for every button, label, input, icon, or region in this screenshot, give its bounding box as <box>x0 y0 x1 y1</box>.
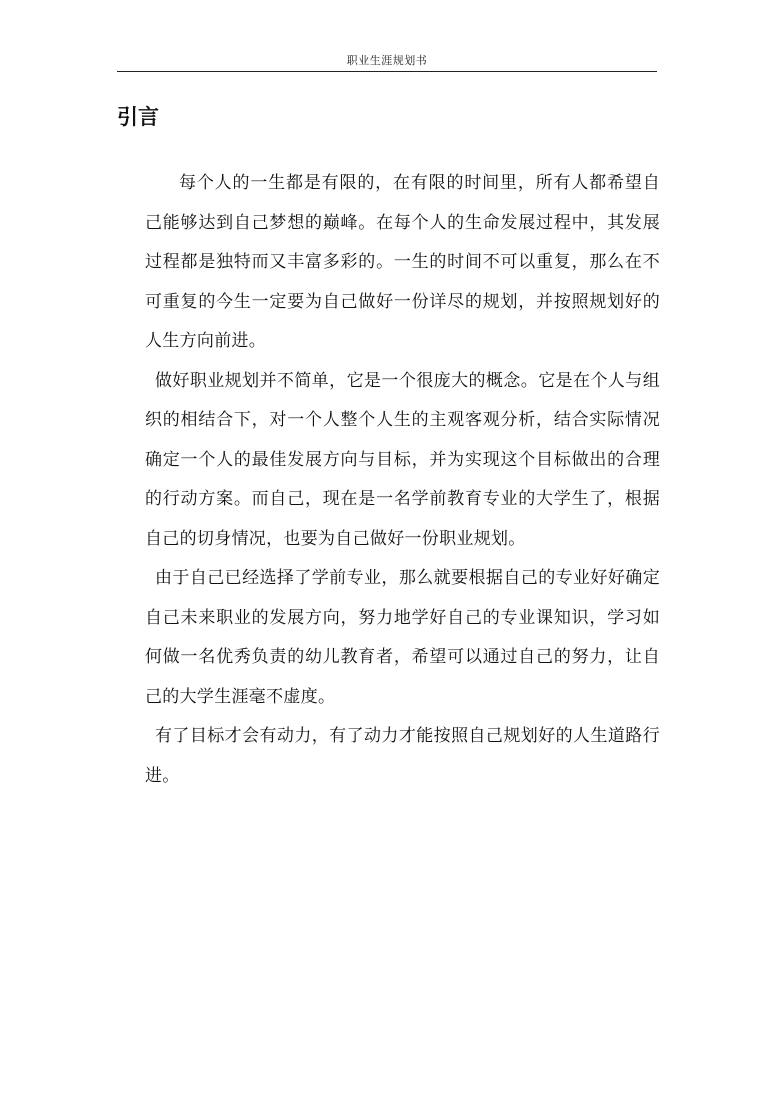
section-heading: 引言 <box>117 105 159 129</box>
paragraph-2: 做好职业规划并不简单，它是一个很庞大的概念。它是在个人与组织的相结合下，对一个人整个人生的主观客观分析，结合实际情况确定一个人的最佳发展方向与目标，并为实现这个目标做出的合理的行动方案。而自己，现在是一名学前教育专业的大学生了，根据自己的切身情况，也要为自己做好一份职业规划。 <box>145 370 660 549</box>
paragraph-4: 有了目标才会有动力，有了动力才能按照自己规划好的人生道路行进。 <box>145 726 660 786</box>
paragraph-1: 每个人的一生都是有限的，在有限的时间里，所有人都希望自己能够达到自己梦想的巅峰。在每个人的生命发展过程中，其发展过程都是独特而又丰富多彩的。一生的时间不可以重复，那么在不可重复的今生一定要为自己做好一份详尽的规划，并按照规划好的人生方向前进。 <box>145 173 660 351</box>
running-header: 职业生涯规划书 <box>346 54 428 67</box>
body-text <box>145 164 660 796</box>
paragraph-3: 由于自己已经选择了学前专业，那么就要根据自己的专业好好确定自己未来职业的发展方向，努力地学好自己的专业课知识，学习如何做一名优秀负责的幼儿教育者，希望可以通过自己的努力，让自己的大学生涯毫不虚度。 <box>145 568 660 707</box>
header-rule <box>117 71 657 72</box>
